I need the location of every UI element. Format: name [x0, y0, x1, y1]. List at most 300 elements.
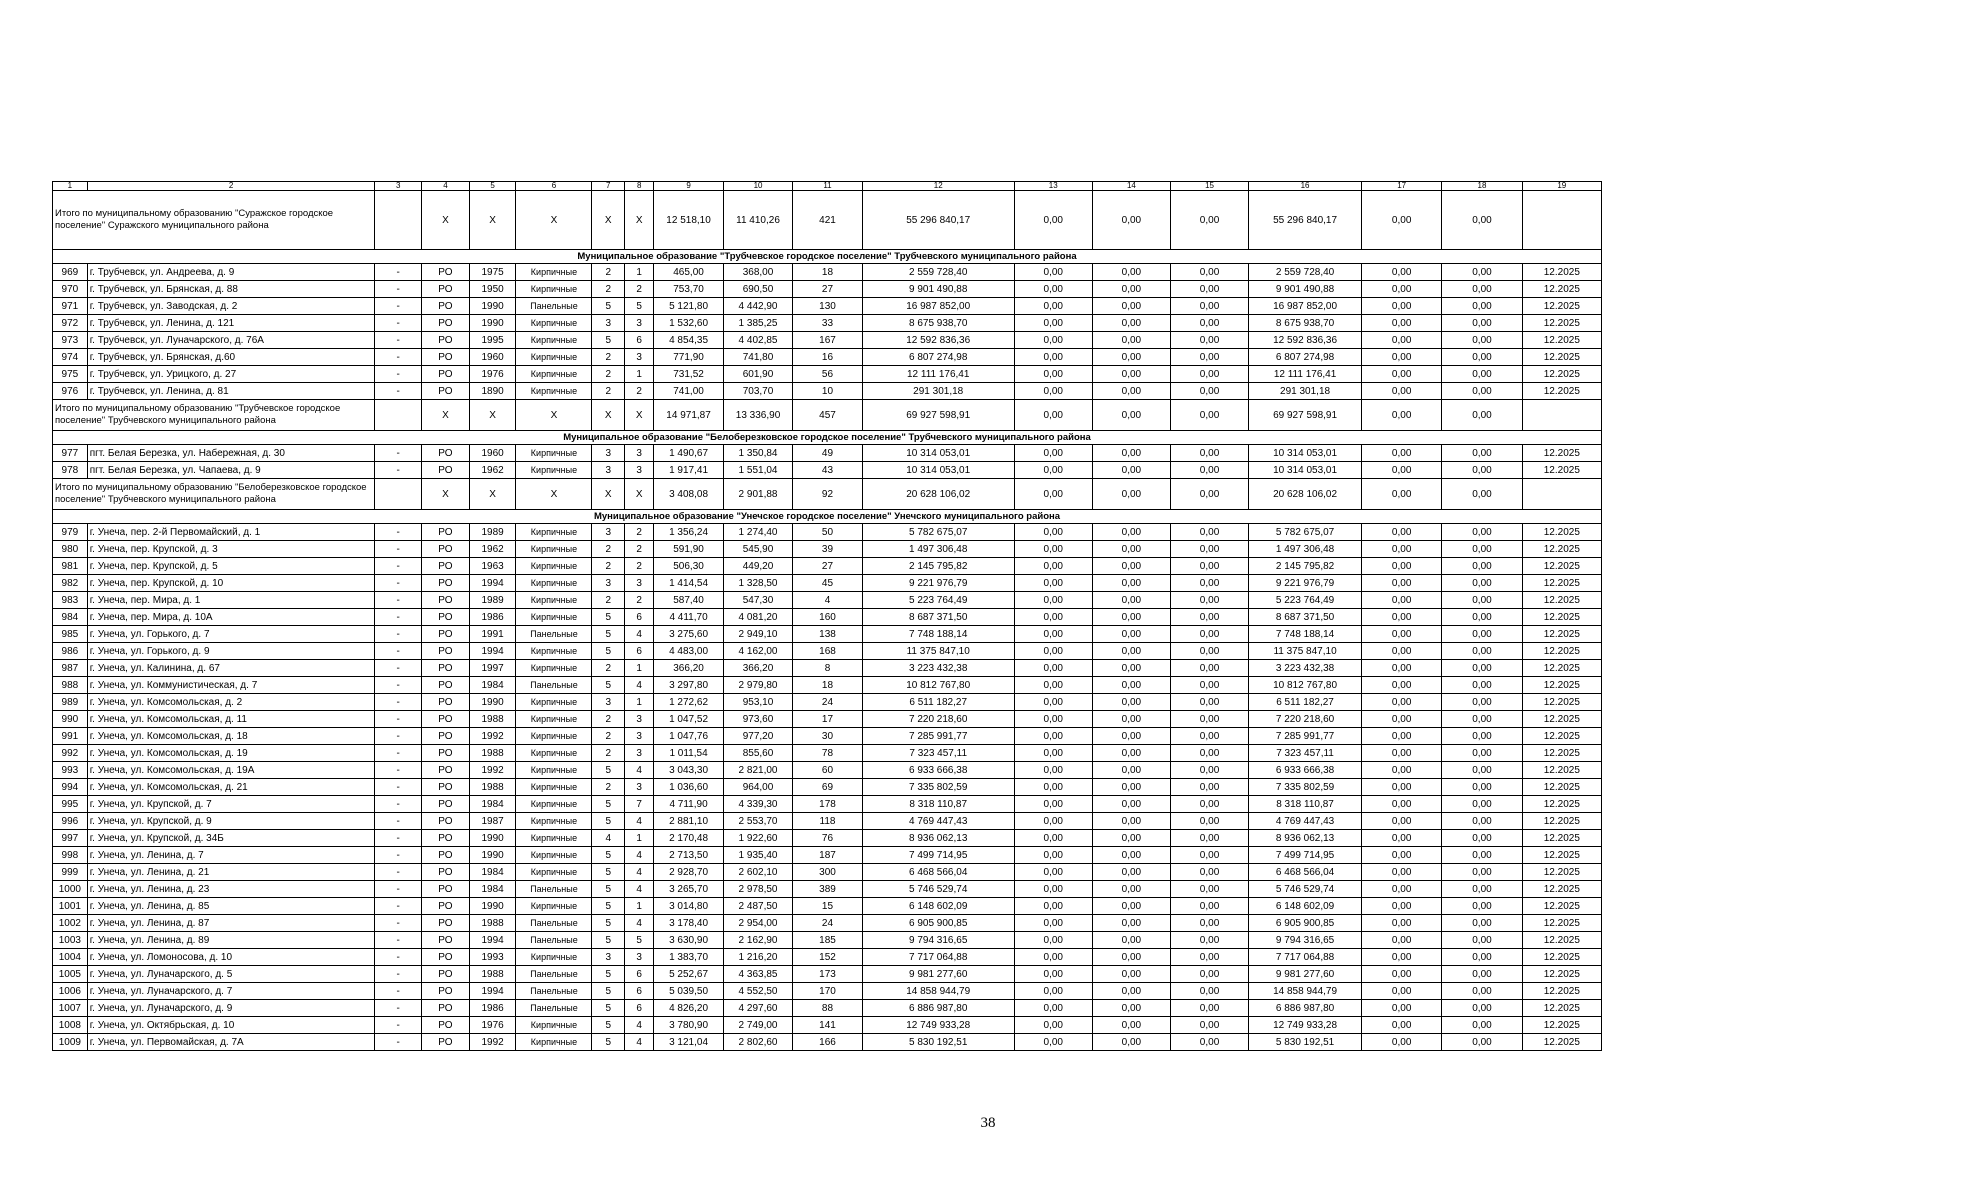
table-row: [53, 915, 1602, 932]
table-cell: 0,00: [1170, 813, 1248, 830]
table-cell: -: [375, 332, 422, 349]
column-number-cell: 19: [1522, 182, 1601, 191]
table-cell: 0,00: [1092, 315, 1170, 332]
table-cell: 0,00: [1442, 932, 1522, 949]
subtotal-row: [53, 191, 1602, 250]
subtotal-cell: X: [592, 191, 625, 250]
table-cell: 4 769 447,43: [862, 813, 1014, 830]
table-cell: 1987: [469, 813, 516, 830]
table-cell: РО: [422, 864, 470, 881]
table-cell: 0,00: [1170, 864, 1248, 881]
column-number-cell: 1: [53, 182, 88, 191]
table-cell: 0,00: [1170, 660, 1248, 677]
table-cell: РО: [422, 745, 470, 762]
table-cell: 7 717 064,88: [1249, 949, 1362, 966]
table-cell: 0,00: [1362, 694, 1442, 711]
table-cell: 1992: [469, 1034, 516, 1051]
table-cell: 0,00: [1442, 383, 1522, 400]
table-cell: Кирпичные: [516, 813, 592, 830]
table-cell: 7 717 064,88: [862, 949, 1014, 966]
address-cell: г. Унеча, ул. Крупской, д. 34Б: [87, 830, 375, 847]
table-cell: 3: [592, 575, 625, 592]
table-cell: 10 314 053,01: [862, 462, 1014, 479]
table-cell: 0,00: [1014, 609, 1092, 626]
table-cell: 690,50: [723, 281, 792, 298]
table-cell: 0,00: [1442, 349, 1522, 366]
subtotal-cell: 0,00: [1170, 191, 1248, 250]
subtotal-label: Итого по муниципальному образованию "Трубчевское городское поселение" Трубчевского муниципального района: [53, 400, 375, 431]
table-cell: 0,00: [1170, 315, 1248, 332]
table-cell: 2: [592, 264, 625, 281]
table-cell: 1994: [469, 983, 516, 1000]
table-cell: 5: [625, 298, 654, 315]
table-cell: 0,00: [1092, 445, 1170, 462]
table-cell: 0,00: [1170, 779, 1248, 796]
table-cell: 7 285 991,77: [1249, 728, 1362, 745]
table-cell: 12 111 176,41: [862, 366, 1014, 383]
address-cell: г. Трубчевск, ул. Ленина, д. 121: [87, 315, 375, 332]
table-cell: 300: [793, 864, 862, 881]
subtotal-cell: [375, 191, 422, 250]
table-cell: 0,00: [1442, 762, 1522, 779]
table-cell: 12.2025: [1522, 728, 1601, 745]
table-cell: 741,00: [654, 383, 723, 400]
table-cell: 6 886 987,80: [1249, 1000, 1362, 1017]
table-cell: 0,00: [1170, 694, 1248, 711]
table-cell: 0,00: [1362, 728, 1442, 745]
table-cell: 0,00: [1362, 864, 1442, 881]
table-cell: 0,00: [1442, 830, 1522, 847]
table-cell: 3 275,60: [654, 626, 723, 643]
table-cell: 5 782 675,07: [1249, 524, 1362, 541]
table-cell: 0,00: [1092, 932, 1170, 949]
table-cell: 69: [793, 779, 862, 796]
table-cell: 6: [625, 966, 654, 983]
table-cell: РО: [422, 983, 470, 1000]
table-cell: 0,00: [1442, 966, 1522, 983]
table-cell: 3: [625, 575, 654, 592]
subtotal-cell: X: [625, 191, 654, 250]
table-cell: 0,00: [1014, 847, 1092, 864]
row-number-cell: 979: [53, 524, 88, 541]
table-cell: 0,00: [1170, 558, 1248, 575]
column-number-cell: 16: [1249, 182, 1362, 191]
table-cell: 1 272,62: [654, 694, 723, 711]
address-cell: г. Унеча, ул. Первомайская, д. 7А: [87, 1034, 375, 1051]
table-cell: РО: [422, 592, 470, 609]
table-cell: 1950: [469, 281, 516, 298]
table-cell: 6: [625, 332, 654, 349]
table-cell: 0,00: [1442, 660, 1522, 677]
table-cell: 45: [793, 575, 862, 592]
table-cell: 366,20: [654, 660, 723, 677]
table-cell: 4: [625, 864, 654, 881]
table-cell: 0,00: [1362, 349, 1442, 366]
table-cell: 0,00: [1014, 966, 1092, 983]
table-cell: 0,00: [1092, 966, 1170, 983]
table-row: [53, 847, 1602, 864]
table-cell: -: [375, 898, 422, 915]
table-cell: 0,00: [1092, 626, 1170, 643]
table-cell: 389: [793, 881, 862, 898]
table-cell: 6 148 602,09: [1249, 898, 1362, 915]
row-number-cell: 982: [53, 575, 88, 592]
table-cell: -: [375, 830, 422, 847]
table-row: [53, 966, 1602, 983]
table-cell: 1984: [469, 796, 516, 813]
table-cell: 1990: [469, 898, 516, 915]
column-number-cell: 3: [375, 182, 422, 191]
table-cell: 12.2025: [1522, 677, 1601, 694]
table-cell: 0,00: [1092, 366, 1170, 383]
table-cell: 3: [625, 445, 654, 462]
table-cell: 0,00: [1170, 677, 1248, 694]
table-cell: 7 220 218,60: [1249, 711, 1362, 728]
table-cell: 3: [592, 524, 625, 541]
table-cell: РО: [422, 728, 470, 745]
address-cell: г. Трубчевск, ул. Брянская, д.60: [87, 349, 375, 366]
subtotal-cell: 20 628 106,02: [862, 479, 1014, 510]
table-cell: 0,00: [1362, 830, 1442, 847]
subtotal-cell: X: [422, 191, 470, 250]
table-cell: 76: [793, 830, 862, 847]
table-cell: РО: [422, 813, 470, 830]
table-cell: 4: [625, 847, 654, 864]
address-cell: г. Трубчевск, ул. Луначарского, д. 76А: [87, 332, 375, 349]
table-cell: 1989: [469, 524, 516, 541]
table-cell: 2: [592, 728, 625, 745]
table-cell: 10 812 767,80: [1249, 677, 1362, 694]
table-cell: 0,00: [1014, 1000, 1092, 1017]
subtotal-cell: 0,00: [1442, 191, 1522, 250]
table-cell: 1988: [469, 779, 516, 796]
row-number-cell: 990: [53, 711, 88, 728]
table-cell: 5: [592, 983, 625, 1000]
subtotal-cell: 13 336,90: [723, 400, 792, 431]
table-cell: 12.2025: [1522, 745, 1601, 762]
table-cell: 5: [592, 1034, 625, 1051]
table-cell: 1 356,24: [654, 524, 723, 541]
table-cell: 0,00: [1014, 445, 1092, 462]
table-cell: 0,00: [1170, 462, 1248, 479]
table-cell: 0,00: [1362, 898, 1442, 915]
table-cell: РО: [422, 281, 470, 298]
row-number-cell: 980: [53, 541, 88, 558]
row-number-cell: 993: [53, 762, 88, 779]
municipality-section-title: Муниципальное образование "Унечское городское поселение" Унечского муниципального района: [53, 510, 1602, 524]
table-cell: -: [375, 383, 422, 400]
table-cell: 12.2025: [1522, 864, 1601, 881]
table-cell: 0,00: [1014, 711, 1092, 728]
table-cell: 4: [625, 626, 654, 643]
subtotal-cell: 0,00: [1362, 400, 1442, 431]
row-number-cell: 1008: [53, 1017, 88, 1034]
table-cell: 0,00: [1442, 541, 1522, 558]
table-cell: 12 592 836,36: [1249, 332, 1362, 349]
table-row: [53, 677, 1602, 694]
table-cell: 6: [625, 609, 654, 626]
address-cell: г. Унеча, ул. Ленина, д. 87: [87, 915, 375, 932]
table-cell: 0,00: [1442, 711, 1522, 728]
table-row: [53, 332, 1602, 349]
table-cell: 2 881,10: [654, 813, 723, 830]
table-cell: -: [375, 643, 422, 660]
table-cell: 4 402,85: [723, 332, 792, 349]
table-cell: 8 318 110,87: [862, 796, 1014, 813]
table-cell: 0,00: [1170, 762, 1248, 779]
table-cell: 118: [793, 813, 862, 830]
table-cell: 1984: [469, 881, 516, 898]
table-cell: 0,00: [1170, 796, 1248, 813]
table-cell: 0,00: [1092, 949, 1170, 966]
table-cell: РО: [422, 349, 470, 366]
table-cell: 0,00: [1170, 281, 1248, 298]
table-cell: 12.2025: [1522, 1017, 1601, 1034]
address-cell: г. Унеча, ул. Комсомольская, д. 21: [87, 779, 375, 796]
table-cell: 6 933 666,38: [1249, 762, 1362, 779]
table-cell: 12.2025: [1522, 898, 1601, 915]
table-cell: 5 121,80: [654, 298, 723, 315]
table-cell: РО: [422, 264, 470, 281]
address-cell: г. Унеча, ул. Горького, д. 7: [87, 626, 375, 643]
table-cell: 953,10: [723, 694, 792, 711]
table-cell: РО: [422, 1017, 470, 1034]
table-cell: Панельные: [516, 1000, 592, 1017]
table-cell: 24: [793, 694, 862, 711]
table-cell: 366,20: [723, 660, 792, 677]
table-cell: 0,00: [1170, 524, 1248, 541]
table-cell: 0,00: [1092, 643, 1170, 660]
subtotal-cell: 92: [793, 479, 862, 510]
table-cell: 2: [592, 349, 625, 366]
table-cell: Кирпичные: [516, 745, 592, 762]
table-cell: 2: [592, 558, 625, 575]
table-cell: 5 223 764,49: [1249, 592, 1362, 609]
table-row: [53, 1000, 1602, 1017]
subtotal-cell: X: [516, 400, 592, 431]
table-cell: 12.2025: [1522, 558, 1601, 575]
table-cell: 167: [793, 332, 862, 349]
table-cell: 1 383,70: [654, 949, 723, 966]
table-cell: 2 713,50: [654, 847, 723, 864]
table-cell: 0,00: [1442, 298, 1522, 315]
table-cell: 7 499 714,95: [862, 847, 1014, 864]
table-cell: 0,00: [1170, 626, 1248, 643]
table-cell: 0,00: [1170, 332, 1248, 349]
table-cell: 0,00: [1442, 813, 1522, 830]
subtotal-cell: X: [516, 479, 592, 510]
subtotal-cell: X: [422, 400, 470, 431]
table-row: [53, 830, 1602, 847]
subtotal-row: [53, 400, 1602, 431]
table-cell: 1976: [469, 1017, 516, 1034]
subtotal-cell: 55 296 840,17: [1249, 191, 1362, 250]
address-cell: г. Унеча, ул. Ленина, д. 7: [87, 847, 375, 864]
row-number-cell: 974: [53, 349, 88, 366]
address-cell: г. Унеча, ул. Коммунистическая, д. 7: [87, 677, 375, 694]
table-cell: 2 602,10: [723, 864, 792, 881]
table-cell: 547,30: [723, 592, 792, 609]
address-cell: пгт. Белая Березка, ул. Набережная, д. 30: [87, 445, 375, 462]
table-cell: Кирпичные: [516, 366, 592, 383]
table-cell: -: [375, 315, 422, 332]
table-cell: 0,00: [1362, 264, 1442, 281]
table-cell: 0,00: [1170, 609, 1248, 626]
table-cell: 0,00: [1170, 830, 1248, 847]
address-cell: г. Унеча, ул. Ленина, д. 89: [87, 932, 375, 949]
table-cell: 6 905 900,85: [862, 915, 1014, 932]
table-cell: 185: [793, 932, 862, 949]
table-cell: 12.2025: [1522, 575, 1601, 592]
table-cell: 2: [592, 745, 625, 762]
table-cell: РО: [422, 445, 470, 462]
table-cell: 5 039,50: [654, 983, 723, 1000]
table-cell: 0,00: [1170, 711, 1248, 728]
table-cell: 0,00: [1092, 1034, 1170, 1051]
table-cell: 0,00: [1092, 847, 1170, 864]
table-cell: 8 687 371,50: [862, 609, 1014, 626]
row-number-cell: 989: [53, 694, 88, 711]
table-cell: 0,00: [1170, 298, 1248, 315]
table-cell: 5: [592, 864, 625, 881]
table-row: [53, 762, 1602, 779]
table-cell: 173: [793, 966, 862, 983]
table-cell: 12.2025: [1522, 315, 1601, 332]
table-cell: 8 675 938,70: [1249, 315, 1362, 332]
table-cell: 2: [625, 541, 654, 558]
table-cell: 0,00: [1442, 592, 1522, 609]
table-cell: 7 323 457,11: [862, 745, 1014, 762]
table-cell: 0,00: [1170, 966, 1248, 983]
table-cell: 3: [592, 462, 625, 479]
table-row: [53, 1034, 1602, 1051]
table-cell: Панельные: [516, 298, 592, 315]
table-cell: 12.2025: [1522, 643, 1601, 660]
table-cell: РО: [422, 830, 470, 847]
table-cell: 0,00: [1014, 281, 1092, 298]
table-cell: 12.2025: [1522, 445, 1601, 462]
table-cell: 0,00: [1092, 728, 1170, 745]
table-cell: 0,00: [1092, 762, 1170, 779]
table-cell: 291 301,18: [862, 383, 1014, 400]
subtotal-cell: 0,00: [1014, 191, 1092, 250]
table-cell: 1 497 306,48: [1249, 541, 1362, 558]
table-row: [53, 1017, 1602, 1034]
subtotal-cell: 3 408,08: [654, 479, 723, 510]
table-cell: 12.2025: [1522, 349, 1601, 366]
table-cell: 2 979,80: [723, 677, 792, 694]
table-cell: 741,80: [723, 349, 792, 366]
table-cell: 0,00: [1014, 796, 1092, 813]
table-cell: 1: [625, 694, 654, 711]
address-cell: г. Унеча, ул. Ленина, д. 23: [87, 881, 375, 898]
table-cell: Кирпичные: [516, 796, 592, 813]
table-cell: 5: [592, 1017, 625, 1034]
table-cell: -: [375, 762, 422, 779]
table-cell: РО: [422, 711, 470, 728]
table-cell: 0,00: [1092, 915, 1170, 932]
table-cell: Кирпичные: [516, 592, 592, 609]
table-cell: 9 221 976,79: [1249, 575, 1362, 592]
table-cell: 0,00: [1014, 779, 1092, 796]
table-cell: 12.2025: [1522, 1034, 1601, 1051]
table-cell: 6: [625, 1000, 654, 1017]
table-cell: 2: [592, 779, 625, 796]
table-cell: 0,00: [1442, 779, 1522, 796]
register-sheet: [52, 181, 1602, 1051]
table-cell: 9 901 490,88: [862, 281, 1014, 298]
table-cell: 0,00: [1092, 779, 1170, 796]
table-cell: 1890: [469, 383, 516, 400]
subtotal-cell: 69 927 598,91: [1249, 400, 1362, 431]
table-cell: 545,90: [723, 541, 792, 558]
row-number-cell: 1009: [53, 1034, 88, 1051]
table-cell: 0,00: [1170, 949, 1248, 966]
table-cell: 465,00: [654, 264, 723, 281]
row-number-cell: 1003: [53, 932, 88, 949]
row-number-cell: 1001: [53, 898, 88, 915]
table-cell: -: [375, 1034, 422, 1051]
table-cell: 12.2025: [1522, 983, 1601, 1000]
table-cell: 1990: [469, 830, 516, 847]
table-cell: 3: [625, 462, 654, 479]
table-cell: РО: [422, 1034, 470, 1051]
table-cell: 0,00: [1170, 264, 1248, 281]
table-cell: 1990: [469, 847, 516, 864]
table-cell: 5: [592, 1000, 625, 1017]
table-cell: 0,00: [1442, 1034, 1522, 1051]
table-cell: РО: [422, 332, 470, 349]
table-cell: 1 532,60: [654, 315, 723, 332]
table-cell: 1 047,76: [654, 728, 723, 745]
table-cell: 24: [793, 915, 862, 932]
column-number-row: [53, 182, 1602, 191]
table-cell: 0,00: [1442, 575, 1522, 592]
table-cell: 2 487,50: [723, 898, 792, 915]
table-cell: 2 553,70: [723, 813, 792, 830]
table-cell: 30: [793, 728, 862, 745]
table-cell: 56: [793, 366, 862, 383]
municipality-section-title: Муниципальное образование "Белоберезковское городское поселение" Трубчевского муниципального района: [53, 431, 1602, 445]
table-cell: РО: [422, 949, 470, 966]
table-cell: 3 014,80: [654, 898, 723, 915]
table-cell: 0,00: [1362, 383, 1442, 400]
table-cell: 0,00: [1014, 983, 1092, 1000]
row-number-cell: 997: [53, 830, 88, 847]
table-cell: -: [375, 728, 422, 745]
table-cell: 3: [625, 349, 654, 366]
table-cell: 5: [592, 915, 625, 932]
table-cell: 0,00: [1442, 1017, 1522, 1034]
table-cell: 1 414,54: [654, 575, 723, 592]
row-number-cell: 994: [53, 779, 88, 796]
table-cell: 8 936 062,13: [862, 830, 1014, 847]
table-cell: 60: [793, 762, 862, 779]
column-number-cell: 9: [654, 182, 723, 191]
table-cell: 0,00: [1014, 813, 1092, 830]
table-cell: РО: [422, 932, 470, 949]
table-cell: Кирпичные: [516, 541, 592, 558]
table-cell: 4 854,35: [654, 332, 723, 349]
column-number-cell: 5: [469, 182, 516, 191]
table-cell: 1984: [469, 864, 516, 881]
table-cell: 17: [793, 711, 862, 728]
table-cell: 0,00: [1014, 745, 1092, 762]
row-number-cell: 987: [53, 660, 88, 677]
table-cell: 1960: [469, 445, 516, 462]
table-cell: 6 511 182,27: [862, 694, 1014, 711]
table-cell: 5: [592, 796, 625, 813]
